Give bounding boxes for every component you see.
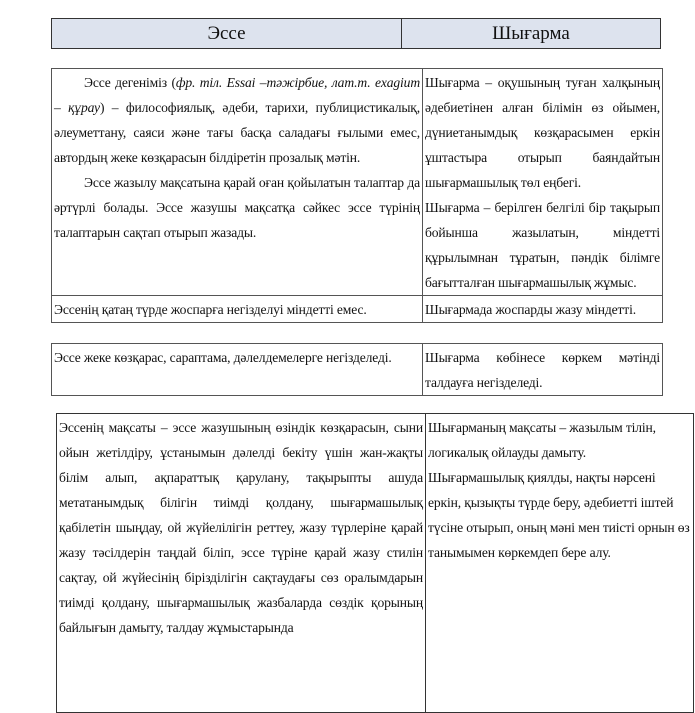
essay-def-etymology: фр. тіл. Essai –тәжірбие, лат.т. exagium – құрау: [54, 75, 420, 115]
comparison-block-1: [51, 68, 663, 323]
composition-goal-paragraph: Шығарманың мақсаты – жазылым тілін, логикалық ойлауды дамыту.: [428, 420, 656, 460]
essay-basis-cell: Эссе жеке көзқарас, сараптама, дәлелдемелерге негізделеді.: [52, 344, 423, 396]
composition-goal-cell: [426, 414, 694, 713]
composition-task-paragraph: Шығарма – берілген белгілі бір тақырып бойынша жазылатын, міндетті құрылымнан тұратын, пәндік білімге бағытталған шығармашылық жұмыс.: [425, 200, 660, 290]
essay-definition-cell: [52, 69, 423, 296]
essay-plan-cell: Эссенің қатаң түрде жоспарға негізделуі міндетті емес.: [52, 296, 423, 323]
essay-def-pre: Эссе дегеніміз (: [84, 75, 176, 90]
essay-purpose-paragraph: Эссе жазылу мақсатына қарай оған қойылатын талаптар да әртүрлі болады. Эссе жазушы мақсатқа сәйкес эссе түрінің талаптарын сақтап отырып жазады.: [54, 175, 420, 240]
composition-definition-cell: [423, 69, 663, 296]
essay-goal-cell: Эссенің мақсаты – эссе жазушының өзіндік көзқарасын, сыни ойын жетілдіру, ұстанымын дәлелді бекіту үшін жан-жақты білім алып, ақпараттық қарулану, тақырыпты ашуда метатанымдық білігін тиімді қолдану, шығармашылық қабілетін шыңдау, ой жүйелілігін реттеу, жазу түрлеріне қарай жазу тәсілдерін таңдай біліп, эссе түріне қарай жазу стилін сақтау, ой жүйесінің біріздiлігін сақтаудағы сөз оралымдарын тиімді қолдану, шығармашылық жазбаларда сөздік қорының байлығын дамыту, талдау жұмыстарында: [57, 414, 426, 713]
header-table: [51, 18, 661, 49]
essay-def-post: ) – философиялық, әдеби, тарихи, публицистикалық, әлеуметтану, саяси және тағы басқа саладағы ғылыми емес, автордың жеке көзқарасын білдіретін прозалық мәтін.: [54, 100, 421, 165]
comparison-block-3: [56, 413, 694, 713]
header-composition: Шығарма: [402, 19, 661, 49]
composition-definition-paragraph: Шығарма – оқушының туған халқының әдебиетінен алған білімін өз ойымен, дүниетанымдық көзқарасымен еркін ұштастыра отырып баяндайтын шығармашылық төл еңбегі.: [425, 75, 660, 190]
header-essay: Эссе: [52, 19, 402, 49]
essay-definition-paragraph: [54, 70, 420, 170]
composition-imagination-paragraph: Шығармашылық қиялды, нақты нәрсені еркін, қызықты түрде беру, әдебиетті іштей түсіне отырып, оның мәні мен тиісті орнын өз танымымен көркемдеп бере алу.: [428, 470, 690, 560]
composition-basis-cell: Шығарма көбінесе көркем мәтінді талдауға негізделеді.: [423, 344, 663, 396]
composition-plan-cell: Шығармада жоспарды жазу міндетті.: [423, 296, 663, 323]
comparison-block-2: [51, 343, 663, 396]
